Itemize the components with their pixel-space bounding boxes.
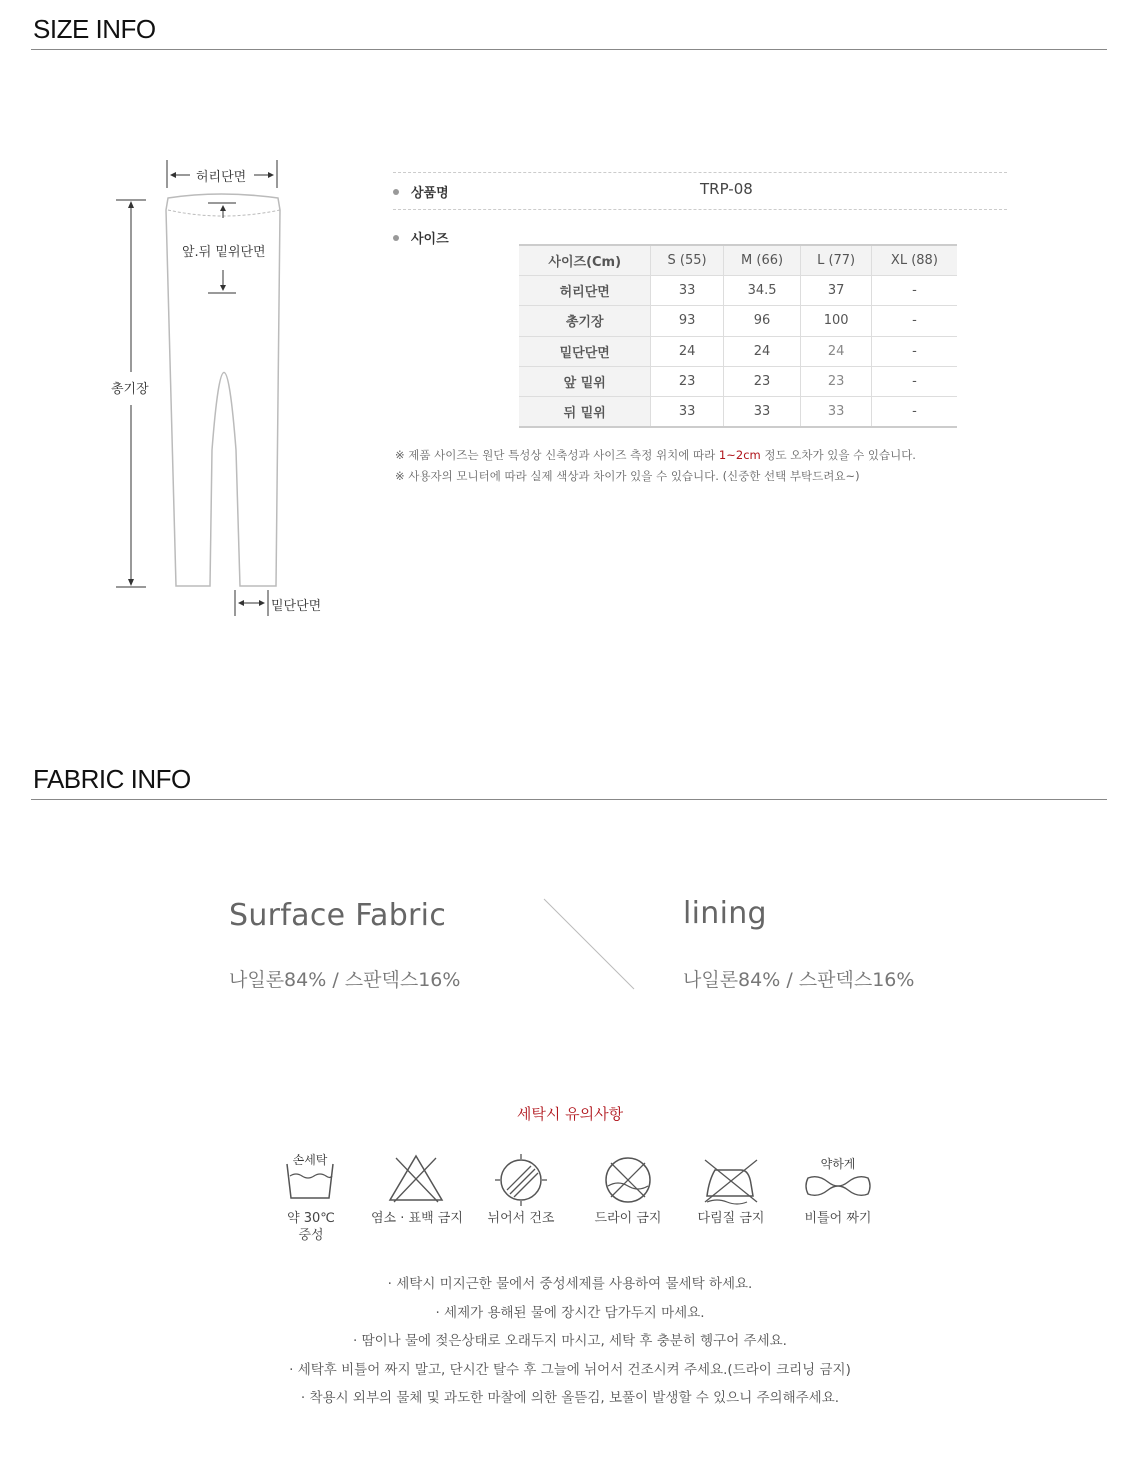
fabric-info-title: FABRIC INFO xyxy=(33,764,191,794)
lining-title: lining xyxy=(683,896,767,931)
table-row xyxy=(519,336,957,366)
table-cell: 23 xyxy=(651,367,723,397)
wring-caption: 비틀어 짜기 xyxy=(804,1211,872,1226)
pants-diagram xyxy=(100,150,360,630)
header-cell: M (66) xyxy=(723,245,801,275)
fabric-info-divider xyxy=(31,799,1107,800)
wash-tip: · 세탁후 비틀어 짜지 말고, 단시간 탈수 후 그늘에 뉘어서 건조시켜 주세요.(드라이 크리닝 금지) xyxy=(289,1361,851,1378)
size-note-1-post: 정도 오차가 있을 수 있습니다. xyxy=(760,448,916,462)
hand-wash-icon xyxy=(281,1150,341,1206)
table-row xyxy=(519,397,957,427)
care-wring-gently xyxy=(793,1150,883,1227)
size-note-1 xyxy=(395,447,916,463)
hem-label: 밑단단면 xyxy=(271,599,322,614)
dry-flat-icon xyxy=(491,1150,551,1206)
bullet-icon xyxy=(393,235,399,241)
fabric-separator xyxy=(542,897,638,991)
size-row xyxy=(393,228,449,247)
header-cell: 사이즈(Cm) xyxy=(519,245,651,275)
table-row xyxy=(519,275,957,305)
row-header: 허리단면 xyxy=(519,275,651,305)
lining-value: 나일론84% / 스판덱스16% xyxy=(683,969,915,991)
size-note-1-highlight: 1~2cm xyxy=(718,448,761,462)
wash-tips xyxy=(0,1272,1140,1415)
size-table-header xyxy=(519,245,957,275)
care-no-dry-clean xyxy=(583,1150,673,1227)
header-cell: L (77) xyxy=(801,245,871,275)
header-cell: XL (88) xyxy=(871,245,957,275)
size-info-divider xyxy=(31,49,1107,50)
table-cell: - xyxy=(871,336,957,366)
care-hand-wash xyxy=(266,1150,356,1244)
table-cell: - xyxy=(871,275,957,305)
table-row xyxy=(519,367,957,397)
wash-title: 세탁시 유의사항 xyxy=(516,1105,624,1123)
no-wring-icon xyxy=(802,1150,874,1206)
bullet-icon xyxy=(393,189,399,195)
size-info-title: SIZE INFO xyxy=(33,14,156,44)
care-no-bleach xyxy=(371,1150,461,1227)
no-bleach-caption: 염소 · 표백 금지 xyxy=(371,1211,463,1226)
hand-wash-top-label: 손세탁 xyxy=(292,1153,328,1167)
info-divider-top xyxy=(393,172,1007,173)
row-header: 밑단단면 xyxy=(519,336,651,366)
wring-top-label: 약하게 xyxy=(820,1157,856,1171)
table-cell: 23 xyxy=(723,367,801,397)
care-no-iron xyxy=(686,1150,776,1227)
table-cell: 100 xyxy=(801,306,871,336)
row-header: 뒤 밑위 xyxy=(519,397,651,427)
wash-tip: · 땀이나 물에 젖은상태로 오래두지 마시고, 세탁 후 충분히 헹구어 주세요. xyxy=(353,1333,787,1349)
hand-wash-caption xyxy=(266,1210,356,1244)
table-cell: 34.5 xyxy=(723,275,801,305)
table-cell: 33 xyxy=(651,397,723,427)
no-bleach-icon xyxy=(386,1150,446,1206)
product-name-value: TRP-08 xyxy=(700,180,753,198)
waist-label: 허리단면 xyxy=(196,170,247,185)
no-iron-caption: 다림질 금지 xyxy=(697,1211,765,1226)
table-cell: 23 xyxy=(801,367,871,397)
length-label: 총기장 xyxy=(111,382,149,397)
table-cell: 93 xyxy=(651,306,723,336)
care-dry-flat xyxy=(476,1150,566,1227)
size-note-2: ※ 사용자의 모니터에 따라 실제 색상과 차이가 있을 수 있습니다. (신중한 선택 부탁드려요~) xyxy=(395,469,860,483)
row-header: 앞 밑위 xyxy=(519,367,651,397)
table-cell: 24 xyxy=(801,336,871,366)
table-cell: 96 xyxy=(723,306,801,336)
wash-tip: · 세탁시 미지근한 물에서 중성세제를 사용하여 물세탁 하세요. xyxy=(387,1276,753,1292)
table-cell: 37 xyxy=(801,275,871,305)
table-cell: - xyxy=(871,367,957,397)
table-cell: 33 xyxy=(723,397,801,427)
no-iron-icon xyxy=(701,1150,761,1206)
table-cell: 24 xyxy=(723,336,801,366)
rise-label: 앞.뒤 밑위단면 xyxy=(182,245,266,260)
product-name-row xyxy=(393,182,449,201)
wash-tip: · 세제가 용해된 물에 장시간 담가두지 마세요. xyxy=(435,1304,705,1321)
dry-flat-caption: 뉘어서 건조 xyxy=(487,1211,555,1226)
table-cell: - xyxy=(871,397,957,427)
no-dry-clean-icon xyxy=(598,1150,658,1206)
row-header: 총기장 xyxy=(519,306,651,336)
wash-tip: · 착용시 외부의 물체 및 과도한 마찰에 의한 올뜯김, 보풀이 발생할 수 있으니 주의해주세요. xyxy=(300,1390,840,1406)
table-cell: 33 xyxy=(651,275,723,305)
table-cell: 24 xyxy=(651,336,723,366)
no-dry-clean-caption: 드라이 금지 xyxy=(594,1211,662,1226)
table-cell: - xyxy=(871,306,957,336)
size-note-1-pre: ※ 제품 사이즈는 원단 특성상 신축성과 사이즈 측정 위치에 따라 xyxy=(395,448,719,462)
table-cell: 33 xyxy=(801,397,871,427)
header-cell: S (55) xyxy=(651,245,723,275)
size-label: 사이즈 xyxy=(411,232,449,247)
size-table xyxy=(519,244,957,428)
product-name-label: 상품명 xyxy=(411,186,449,201)
table-row xyxy=(519,306,957,336)
surface-fabric-value: 나일론84% / 스판덱스16% xyxy=(229,969,461,991)
surface-fabric-title: Surface Fabric xyxy=(229,898,447,933)
info-divider-bottom xyxy=(393,209,1007,210)
hand-wash-temp: 약 30℃ xyxy=(287,1211,335,1226)
hand-wash-detergent: 중성 xyxy=(298,1228,324,1243)
